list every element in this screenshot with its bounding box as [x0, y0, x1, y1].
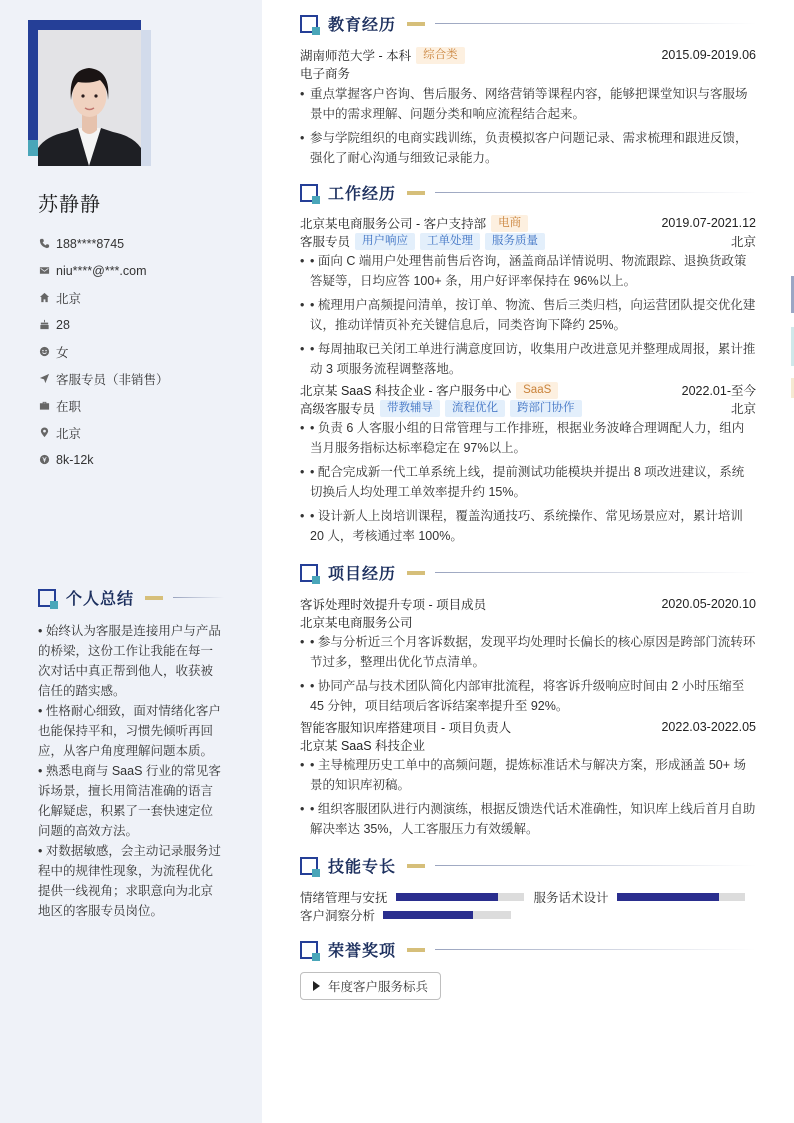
projects-header — [300, 561, 756, 584]
bullet-item: • • 负责 6 人客服小组的日常管理与工作排班，根据业务波峰合理调配人力，组内当月服务指标达标率稳定在 97%以上。 — [300, 418, 756, 458]
section-square-icon — [300, 564, 318, 582]
bullet-item: • • 参与分析近三个月客诉数据，发现平均处理时长偏长的核心原因是跨部门流转环节过多，整理出优化节点清单。 — [300, 632, 756, 672]
location-icon — [38, 427, 50, 439]
bullet-item: • • 组织客服团队进行内测演练，根据反馈迭代话术准确性，知识库上线后首月自助解决率达 35%，人工客服压力有效缓解。 — [300, 799, 756, 839]
skill-bar-fill — [383, 911, 473, 919]
project-entry — [300, 595, 756, 716]
project-name: 客诉处理时效提升专项 - 项目成员 — [300, 598, 487, 612]
header-line — [173, 597, 224, 598]
education-entry — [300, 46, 756, 64]
avatar — [38, 30, 141, 166]
contact-list — [38, 230, 169, 473]
photo-corner-accent — [28, 140, 38, 156]
job-bullets — [300, 251, 756, 379]
briefcase-icon — [38, 400, 50, 412]
skill-bar-fill — [396, 893, 498, 901]
skill-bar — [617, 893, 745, 901]
job-entry — [300, 381, 756, 546]
job-bullets — [300, 418, 756, 546]
project-name: 智能客服知识库搭建项目 - 项目负责人 — [300, 721, 512, 735]
bullet-item: • 参与学院组织的电商实践训练，负责模拟客户问题记录、需求梳理和跟进反馈，强化了耐心沟通与细致记录能力。 — [300, 128, 756, 168]
bullet-item: • • 主导梳理历史工单中的高频问题，提炼标准话术与解决方案，形成涵盖 50+ 场景的知识库初稿。 — [300, 755, 756, 795]
gold-dash — [145, 596, 163, 600]
contact-position: 客服专员（非销售） — [38, 365, 169, 392]
summary-header — [38, 586, 224, 609]
education-section — [300, 12, 756, 168]
skill-bar — [396, 893, 524, 901]
contact-email: niu****@***.com — [38, 257, 169, 284]
skill-item — [300, 906, 511, 924]
bullet-item: • 重点掌握客户咨询、售后服务、网络营销等课程内容，能够把课堂知识与客服场景中的需求理解、问题分类和响应流程结合起来。 — [300, 84, 756, 124]
header-line — [435, 865, 756, 866]
header-line — [435, 949, 756, 950]
job-entry — [300, 214, 756, 379]
job-role: 客服专员 — [300, 235, 351, 249]
section-square-icon — [300, 857, 318, 875]
gold-dash — [407, 22, 425, 26]
summary-item: • 熟悉电商与 SaaS 行业的常见客诉场景，擅长用简洁准确的语言化解疑虑，积累了一套快速定位问题的高效方法。 — [38, 764, 221, 838]
education-header — [300, 12, 756, 35]
projects-title: 项目经历 — [328, 566, 397, 583]
bullet-item: • • 配合完成新一代工单系统上线，提前测试功能模块并提出 8 项改进建议，系统切换后人均处理工单效率提升约 15%。 — [300, 462, 756, 502]
job-date: 2022.01-至今 — [681, 384, 756, 398]
skill-item — [534, 888, 745, 906]
money-icon — [38, 454, 50, 466]
home-icon — [38, 292, 50, 304]
section-square-icon — [300, 15, 318, 33]
contact-phone: 188****8745 — [38, 230, 169, 257]
gender-icon — [38, 346, 50, 358]
company-name: 北京某电商服务公司 - 客户支持部 — [300, 217, 487, 231]
phone-icon — [38, 238, 50, 250]
education-bullets — [300, 84, 756, 168]
header-line — [435, 23, 756, 24]
contact-location: 北京 — [38, 419, 169, 446]
major: 电子商务 — [300, 67, 351, 81]
summary-section — [38, 586, 224, 921]
skill-tag: 带教辅导 — [380, 400, 440, 417]
skill-name: 客户洞察分析 — [300, 909, 376, 923]
industry-tag: SaaS — [516, 382, 558, 399]
summary-item: • 性格耐心细致，面对情绪化客户也能保持平和，习惯先倾听再回应，从客户角度理解问题本质。 — [38, 704, 221, 758]
bullet-item: • • 面向 C 端用户处理售前售后咨询，涵盖商品详情说明、物流跟踪、退换货政策答疑等，日均应答 100+ 条，用户好评率保持在 96%以上。 — [300, 251, 756, 291]
awards-title: 荣誉奖项 — [328, 943, 397, 960]
bullet-item: • • 梳理用户高频提问清单，按订单、物流、售后三类归档，向运营团队提交优化建议，推动详情页补充关键信息后，同类咨询下降约 25%。 — [300, 295, 756, 335]
awards-section — [300, 938, 756, 1000]
skill-tag: 跨部门协作 — [510, 400, 582, 417]
bullet-item: • • 每周抽取已关闭工单进行满意度回访，收集用户改进意见并整理成周报，累计推动 3 项服务流程调整落地。 — [300, 339, 756, 379]
gold-dash — [407, 571, 425, 575]
skills-header — [300, 854, 756, 877]
work-section — [300, 181, 756, 546]
work-header — [300, 181, 756, 204]
skills-section — [300, 854, 756, 924]
job-city: 北京 — [730, 235, 756, 249]
skills-title: 技能专长 — [328, 859, 397, 876]
send-icon — [38, 373, 50, 385]
school-name: 湖南师范大学 - 本科 — [300, 49, 412, 63]
gold-dash — [407, 864, 425, 868]
cake-icon — [38, 319, 50, 331]
project-bullets — [300, 632, 756, 716]
education-title: 教育经历 — [328, 17, 397, 34]
projects-section — [300, 561, 756, 839]
education-date: 2015.09-2019.06 — [661, 48, 756, 62]
skill-bar — [383, 911, 511, 919]
work-title: 工作经历 — [328, 186, 397, 203]
awards-header — [300, 938, 756, 961]
school-tag: 综合类 — [416, 47, 465, 64]
header-line — [435, 572, 756, 573]
bullet-item: • • 协同产品与技术团队简化内部审批流程，将客诉升级响应时间由 2 小时压缩至 45 分钟，项目结项后客诉结案率提升至 92%。 — [300, 676, 756, 716]
skill-name: 情绪管理与安抚 — [300, 891, 388, 905]
contact-status: 在职 — [38, 392, 169, 419]
contact-age: 28 — [38, 311, 169, 338]
sidebar — [0, 0, 262, 1123]
contact-gender: 女 — [38, 338, 169, 365]
header-line — [435, 192, 756, 193]
section-square-icon — [300, 184, 318, 202]
candidate-name: 苏静静 — [38, 194, 101, 216]
gold-dash — [407, 191, 425, 195]
contact-home: 北京 — [38, 284, 169, 311]
skill-tag: 流程优化 — [445, 400, 505, 417]
play-triangle-icon — [313, 981, 320, 991]
photo-frame-shadow — [141, 30, 151, 166]
job-role: 高级客服专员 — [300, 402, 376, 416]
summary-list — [38, 621, 224, 921]
award-label: 年度客户服务标兵 — [328, 980, 429, 994]
project-entry — [300, 718, 756, 839]
summary-item: • 对数据敏感，会主动记录服务过程中的规律性现象，为流程优化提供一线视角；求职意向为北京地区的客服专员岗位。 — [38, 844, 221, 918]
skill-tag: 工单处理 — [420, 233, 480, 250]
award-item — [300, 972, 441, 1000]
job-city: 北京 — [730, 402, 756, 416]
project-org: 北京某 SaaS 科技企业 — [300, 739, 426, 753]
contact-salary: 8k-12k — [38, 446, 169, 473]
summary-title: 个人总结 — [66, 591, 135, 608]
bullet-item: • • 设计新人上岗培训课程，覆盖沟通技巧、系统操作、常见场景应对，累计培训 20 人，考核通过率 100%。 — [300, 506, 756, 546]
skill-tag: 服务质量 — [485, 233, 545, 250]
project-date: 2020.05-2020.10 — [661, 597, 756, 611]
skill-name: 服务话术设计 — [533, 891, 609, 905]
project-org: 北京某电商服务公司 — [300, 616, 413, 630]
skill-bar-fill — [617, 893, 719, 901]
skill-item — [300, 888, 524, 906]
summary-item: • 始终认为客服是连接用户与产品的桥梁，这份工作让我能在每一次对话中真正帮到他人，收获被信任的踏实感。 — [38, 624, 221, 698]
job-date: 2019.07-2021.12 — [661, 216, 756, 230]
project-bullets — [300, 755, 756, 839]
section-square-icon — [38, 589, 56, 607]
skill-tag: 用户响应 — [355, 233, 415, 250]
section-square-icon — [300, 941, 318, 959]
gold-dash — [407, 948, 425, 952]
company-name: 北京某 SaaS 科技企业 - 客户服务中心 — [300, 384, 512, 398]
mail-icon — [38, 265, 50, 277]
industry-tag: 电商 — [491, 215, 528, 232]
project-date: 2022.03-2022.05 — [661, 720, 756, 734]
